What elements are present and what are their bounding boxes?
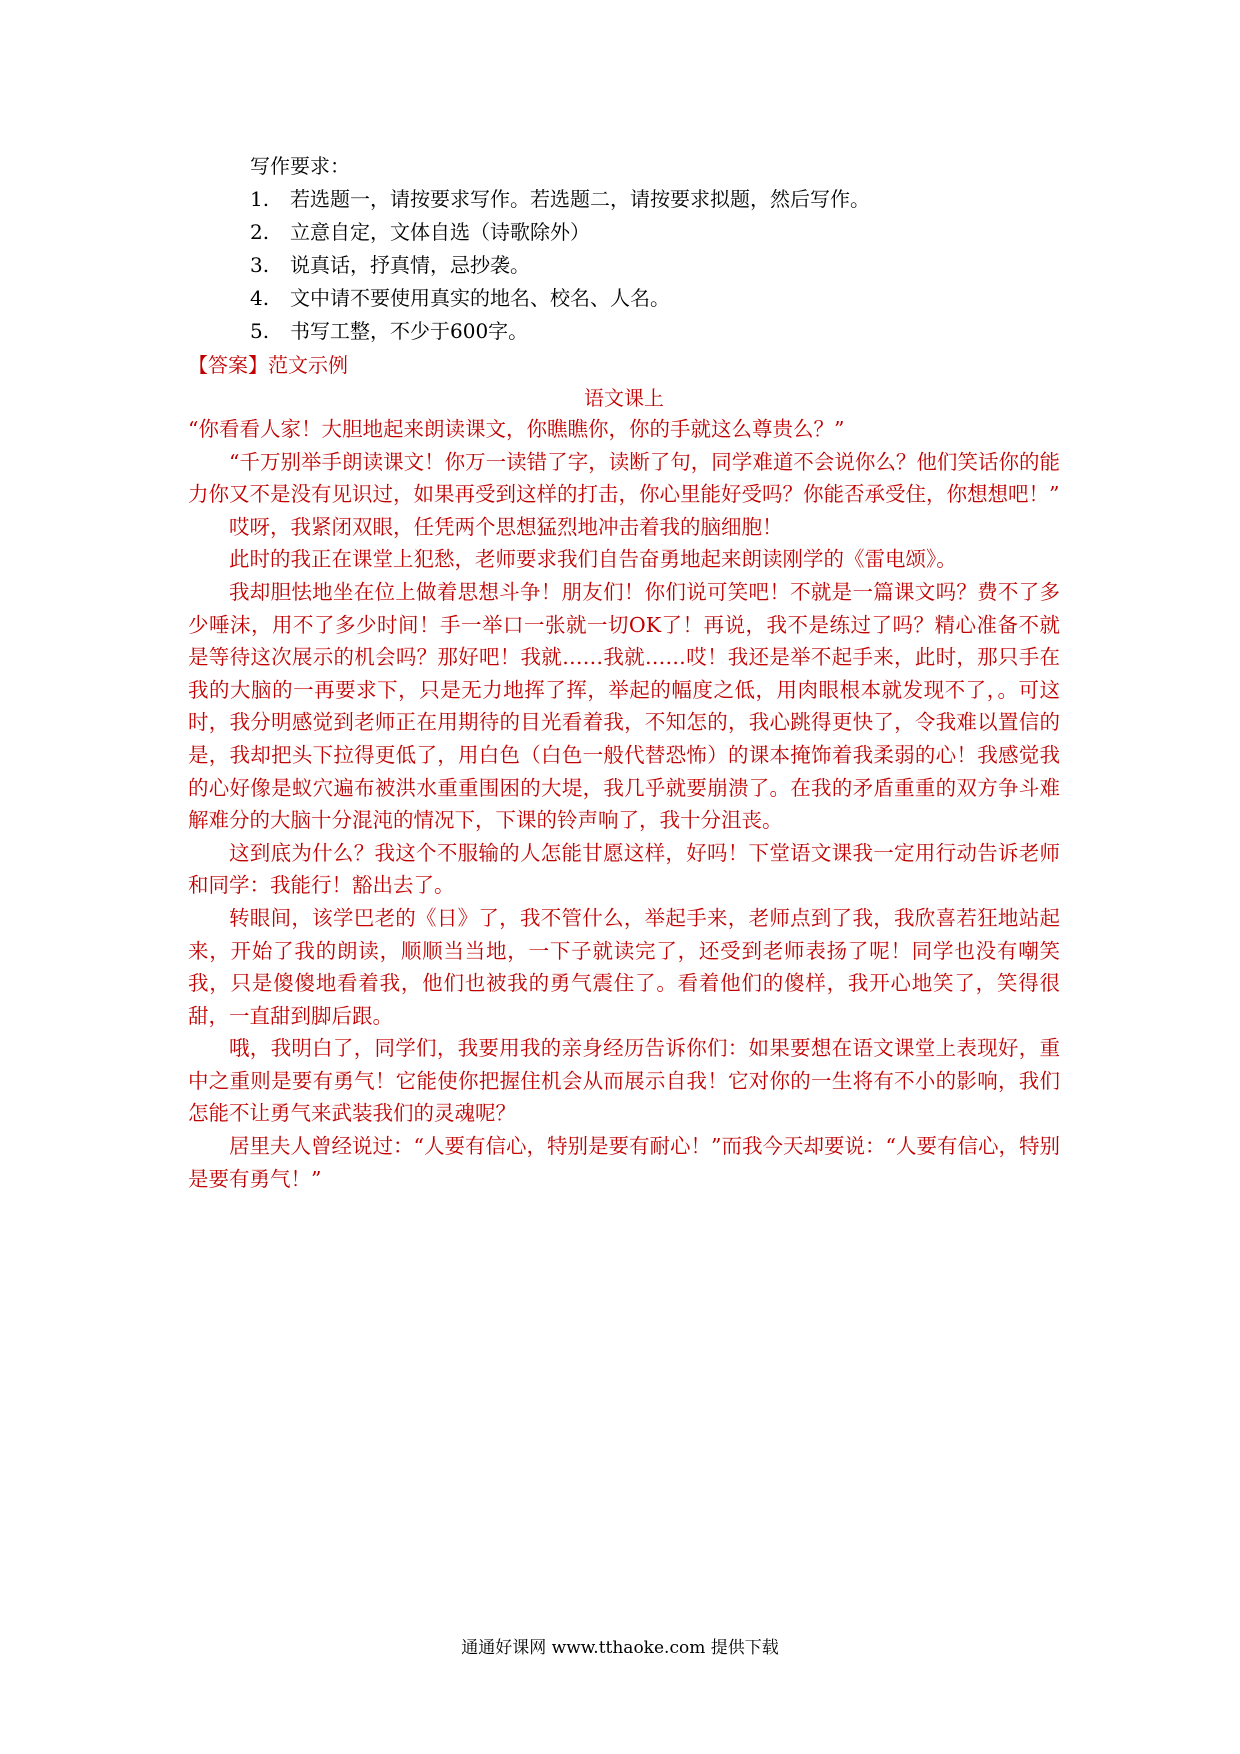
essay-paragraph: 转眼间，该学巴老的《日》了，我不管什么，举起手来，老师点到了我，我欣喜若狂地站起来，开始了我的朗读，顺顺当当地，一下子就读完了，还受到老师表扬了呢！同学也没有嘲笑我，只是傻傻地看着我，他们也被我的勇气震住了。看着他们的傻样，我开心地笑了，笑得很甜，一直甜到脚后跟。 <box>188 905 1060 1028</box>
essay-paragraph: “千万别举手朗读课文！你万一读错了字，读断了句，同学难道不会说你么？他们笑话你的能力你又不是没有见识过，如果再受到这样的打击，你心里能好受吗？你能否承受住，你想想吧！” <box>188 449 1060 507</box>
answer-line <box>188 349 348 382</box>
requirement-item <box>250 183 1050 216</box>
requirement-item <box>250 216 1050 249</box>
writing-requirements <box>250 150 1050 348</box>
answer-text: 范文示例 <box>268 353 348 377</box>
essay-paragraph: 这到底为什么？我这个不服输的人怎能甘愿这样，好吗！下堂语文课我一定用行动告诉老师和同学：我能行！豁出去了。 <box>188 840 1060 898</box>
essay-paragraph: 居里夫人曾经说过：“人要有信心，特别是要有耐心！”而我今天却要说：“人要有信心，特别是要有勇气！” <box>188 1134 1060 1191</box>
requirement-item <box>250 249 1050 282</box>
requirement-item <box>250 315 1050 348</box>
essay-paragraph: “你看看人家！大胆地起来朗读课文，你瞧瞧你，你的手就这么尊贵么？” <box>188 417 845 441</box>
requirement-number: 3. <box>250 253 270 277</box>
page-footer: 通通好课网 www.tthaoke.com 提供下载 <box>461 1638 779 1658</box>
essay-paragraph: 此时的我正在课堂上犯愁，老师要求我们自告奋勇地起来朗读刚学的《雷电颂》。 <box>229 547 957 572</box>
requirement-number: 4. <box>250 286 270 310</box>
requirement-number: 5. <box>250 319 270 343</box>
essay-title: 语文课上 <box>584 386 664 410</box>
requirements-list <box>250 183 1050 348</box>
requirements-heading: 写作要求： <box>250 154 350 178</box>
requirement-text: 书写工整，不少于600字。 <box>290 319 529 343</box>
essay-paragraph: 哦，我明白了，同学们，我要用我的亲身经历告诉你们：如果要想在语文课堂上表现好，重中之重则是要有勇气！它能使你把握住机会从而展示自我！它对你的一生将有不小的影响，我们怎能不让勇气来武装我们的灵魂呢？ <box>188 1036 1060 1126</box>
essay-paragraph: 我却胆怯地坐在位上做着思想斗争！朋友们！你们说可笑吧！不就是一篇课文吗？费不了多少唾沫，用不了多少时间！手一举口一张就一切OK了！再说，我不是练过了吗？精心准备不就是等待这次展示的机会吗？那好吧！我就……我就……哎！我还是举不起手来，此时，那只手在我的大脑的一再要求下，只是无力地挥了挥，举起的幅度之低，用肉眼根本就发现不了，。可这时，我分明感觉到老师正在用期待的目光看着我，不知怎的，我心跳得更快了，令我难以置信的是，我却把头下拉得更低了，用白色（白色一般代替恐怖）的课本掩饰着我柔弱的心！我感觉我的心好像是蚁穴遍布被洪水重重围困的大堤，我几乎就要崩溃了。在我的矛盾重重的双方争斗难解难分的大脑十分混沌的情况下，下课的铃声响了，我十分沮丧。 <box>188 579 1060 833</box>
essay-paragraph: 哎呀，我紧闭双眼，任凭两个思想猛烈地冲击着我的脑细胞！ <box>229 514 783 539</box>
requirement-text: 立意自定，文体自选（诗歌除外） <box>290 220 590 244</box>
essay-body <box>188 413 1060 1195</box>
answer-label: 【答案】 <box>188 353 268 377</box>
requirement-number: 2. <box>250 220 270 244</box>
requirement-text: 文中请不要使用真实的地名、校名、人名。 <box>290 286 670 310</box>
requirement-text: 若选题一，请按要求写作。若选题二，请按要求拟题，然后写作。 <box>290 187 870 211</box>
requirement-item <box>250 282 1050 315</box>
requirement-number: 1. <box>250 187 270 211</box>
requirement-text: 说真话，抒真情，忌抄袭。 <box>290 253 530 277</box>
